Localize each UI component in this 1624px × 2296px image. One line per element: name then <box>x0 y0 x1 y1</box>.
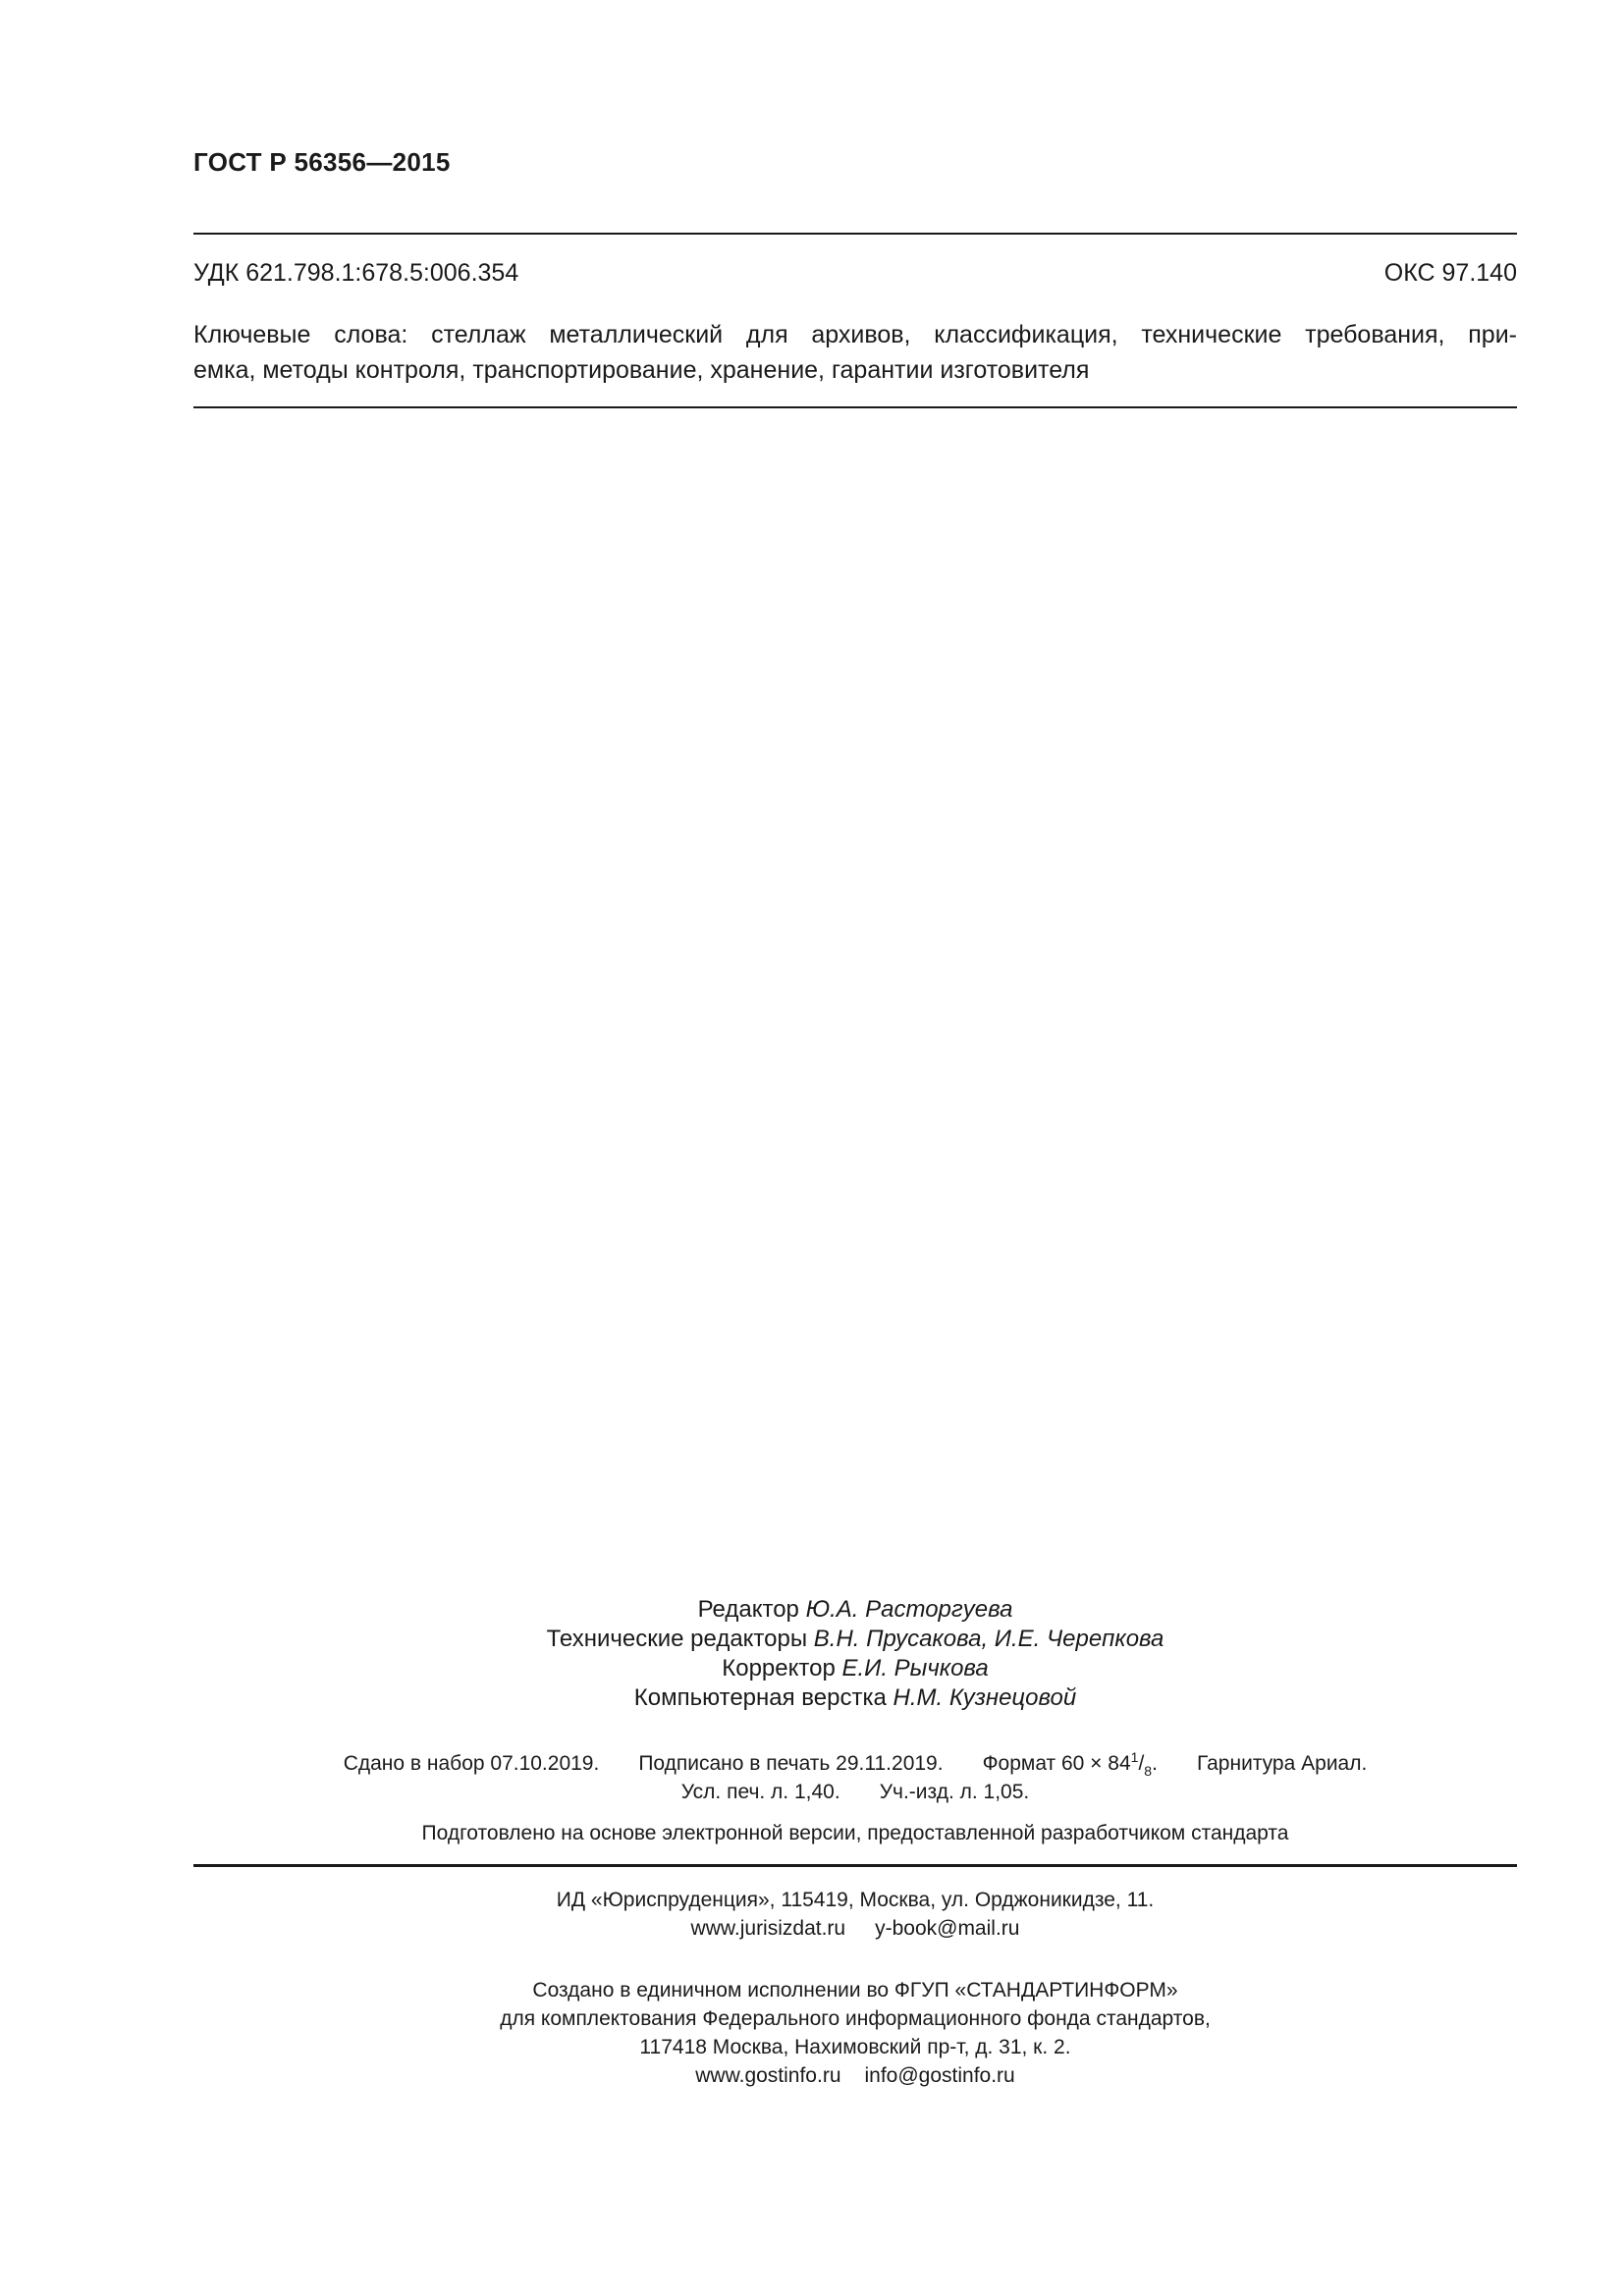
typeface-info: Гарнитура Ариал. <box>1196 1752 1368 1775</box>
signed-date: Подписано в печать 29.11.2019. <box>638 1752 944 1775</box>
tech-editors-role: Технические редакторы <box>546 1626 808 1652</box>
tech-editors-names: В.Н. Прусакова, И.Е. Черепкова <box>813 1626 1164 1652</box>
created-line-2: для комплектования Федерального информационного фонда стандартов, <box>500 2007 1211 2030</box>
print-info-line-1 <box>193 1749 1517 1778</box>
publisher-email[interactable]: y-book@mail.ru <box>875 1917 1020 1940</box>
print-sheets: Усл. печ. л. 1,40. <box>680 1781 840 1803</box>
divider-top <box>193 233 1517 235</box>
created-line-1: Создано в единичном исполнении во ФГУП «СТАНДАРТИНФОРМ» <box>532 1979 1178 2002</box>
document-title: ГОСТ Р 56356—2015 <box>193 147 451 177</box>
credits-block <box>193 1595 1517 1713</box>
print-info-line-2 <box>193 1778 1517 1806</box>
pub-sheets: Уч.-изд. л. 1,05. <box>879 1781 1030 1803</box>
publisher-website[interactable]: www.jurisizdat.ru <box>690 1917 846 1940</box>
keywords-line-1: Ключевые слова: стеллаж металлический для архивов, классификация, технические требования, при- <box>193 321 1517 348</box>
submitted-date: Сдано в набор 07.10.2019. <box>343 1752 600 1775</box>
created-block <box>193 1976 1517 2090</box>
corrector-name: Е.И. Рычкова <box>841 1655 989 1682</box>
publisher-address: ИД «Юриспруденция», 115419, Москва, ул. Орджоникидзе, 11. <box>556 1889 1155 1911</box>
publisher-contacts <box>193 1914 1517 1943</box>
corrector-role: Корректор <box>722 1655 836 1682</box>
editor-name: Ю.А. Расторгуева <box>805 1596 1013 1623</box>
layout-line <box>193 1683 1517 1713</box>
prepared-note: Подготовлено на основе электронной версии, предоставленной разработчиком стандарта <box>421 1822 1289 1844</box>
classification-row <box>193 259 1517 288</box>
tech-editors-line <box>193 1625 1517 1654</box>
editor-line <box>193 1595 1517 1625</box>
divider-keywords <box>193 406 1517 408</box>
created-contacts <box>193 2061 1517 2090</box>
gostinfo-website[interactable]: www.gostinfo.ru <box>695 2064 841 2087</box>
udk-code: УДК 621.798.1:678.5:006.354 <box>193 259 519 287</box>
format-info: Формат $60 \times 84^1/_8$. <box>982 1749 1158 1779</box>
oks-code: ОКС 97.140 <box>1383 259 1517 287</box>
created-line-3: 117418 Москва, Нахимовский пр-т, д. 31, к. 2. <box>639 2036 1071 2058</box>
editor-role: Редактор <box>697 1596 799 1623</box>
keywords-block <box>193 317 1517 388</box>
divider-bottom <box>193 1864 1517 1867</box>
gostinfo-email[interactable]: info@gostinfo.ru <box>864 2064 1015 2087</box>
publisher-block <box>193 1886 1517 1943</box>
keywords-line-2: емка, методы контроля, транспортирование, хранение, гарантии изготовителя <box>193 356 1090 384</box>
layout-name: Н.М. Кузнецовой <box>893 1684 1077 1711</box>
print-info <box>193 1749 1517 1806</box>
layout-role: Компьютерная верстка <box>633 1684 887 1711</box>
corrector-line <box>193 1654 1517 1683</box>
